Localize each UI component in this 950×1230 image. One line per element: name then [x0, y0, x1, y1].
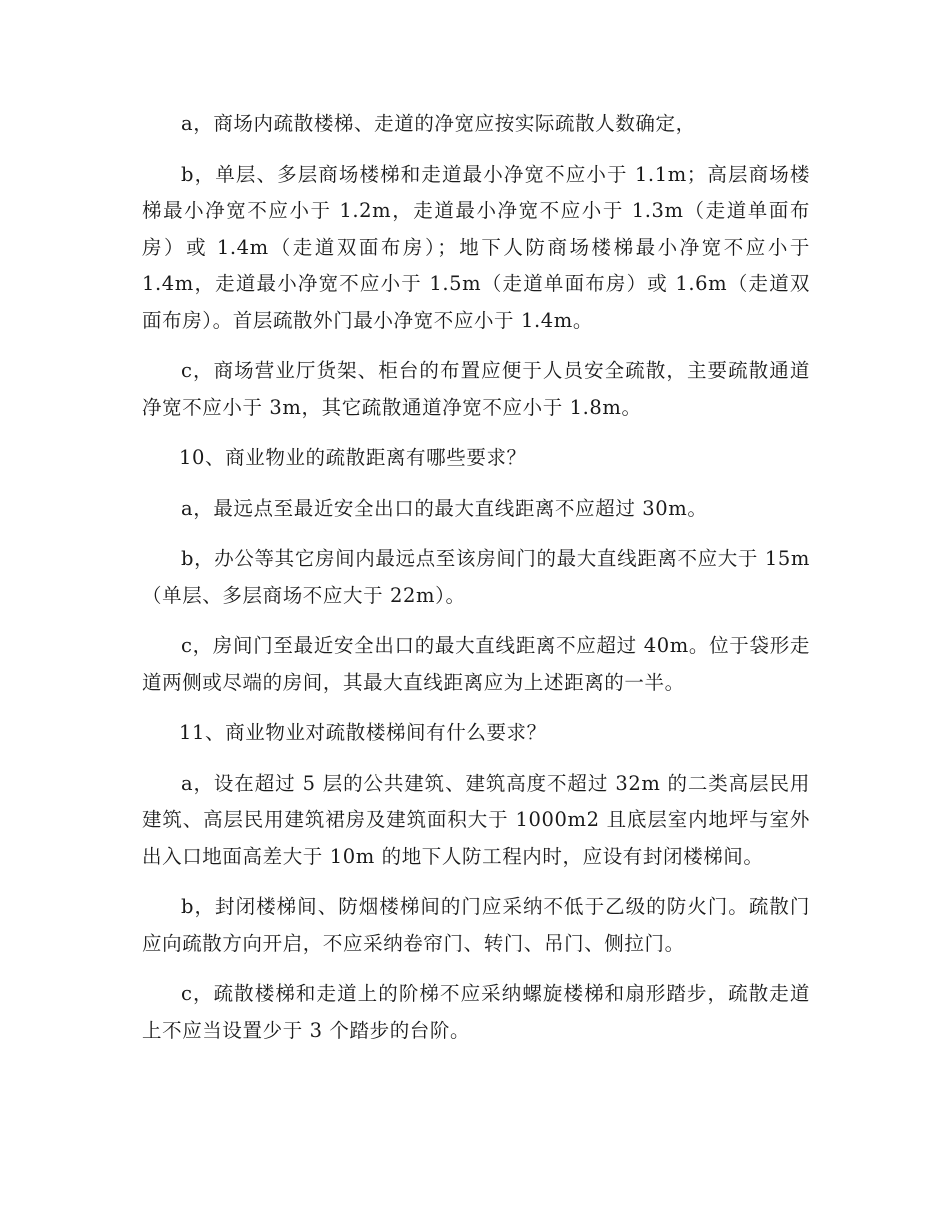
paragraph-10b: b，办公等其它房间内最远点至该房间门的最大直线距离不应大于 15m（单层、多层商场不应大于 22m）。: [142, 547, 810, 607]
paragraph-8b: b，单层、多层商场楼梯和走道最小净宽不应小于 1.1m；高层商场楼梯最小净宽不应小于 1.2m，走道最小净宽不应小于 1.3m（走道单面布房）或 1.4m（走道双面布房）；地下人防商场楼梯最小净宽不应小于 1.4m，走道最小净宽不应小于 1.5m（走道单面布房）或 1.6m（走道双面布房）。首层疏散外门最小净宽不应小于 1.4m。: [142, 162, 810, 332]
question-11-heading: 11、商业物业对疏散楼梯间有什么要求？: [179, 721, 547, 744]
paragraph-11a: a，设在超过 5 层的公共建筑、建筑高度不超过 32m 的二类高层民用建筑、高层民用建筑裙房及建筑面积大于 1000m2 且底层室内地坪与室外出入口地面高差大于 10m 的地下人防工程内时，应设有封闭楼梯间。: [142, 771, 810, 868]
paragraph-11c: c，疏散楼梯和走道上的阶梯不应采纳螺旋楼梯和扇形踏步，疏散走道上不应当设置少于 3 个踏步的台阶。: [142, 982, 810, 1042]
paragraph-10a: a，最远点至最近安全出口的最大直线距离不应超过 30m。: [181, 496, 708, 520]
paragraph-10c: c，房间门至最近安全出口的最大直线距离不应超过 40m。位于袋形走道两侧或尽端的房间，其最大直线距离应为上述距离的一半。: [142, 634, 810, 694]
paragraph-11b: b，封闭楼梯间、防烟楼梯间的门应采纳不低于乙级的防火门。疏散门应向疏散方向开启，不应采纳卷帘门、转门、吊门、侧拉门。: [142, 895, 810, 955]
question-10-heading: 10、商业物业的疏散距离有哪些要求？: [179, 446, 527, 469]
paragraph-8c: c，商场营业厅货架、柜台的布置应便于人员安全疏散，主要疏散通道净宽不应小于 3m，其它疏散通道净宽不应小于 1.8m。: [142, 359, 810, 419]
paragraph-8a: a，商场内疏散楼梯、走道的净宽应按实际疏散人数确定，: [181, 112, 696, 135]
document-body: [142, 106, 810, 1063]
